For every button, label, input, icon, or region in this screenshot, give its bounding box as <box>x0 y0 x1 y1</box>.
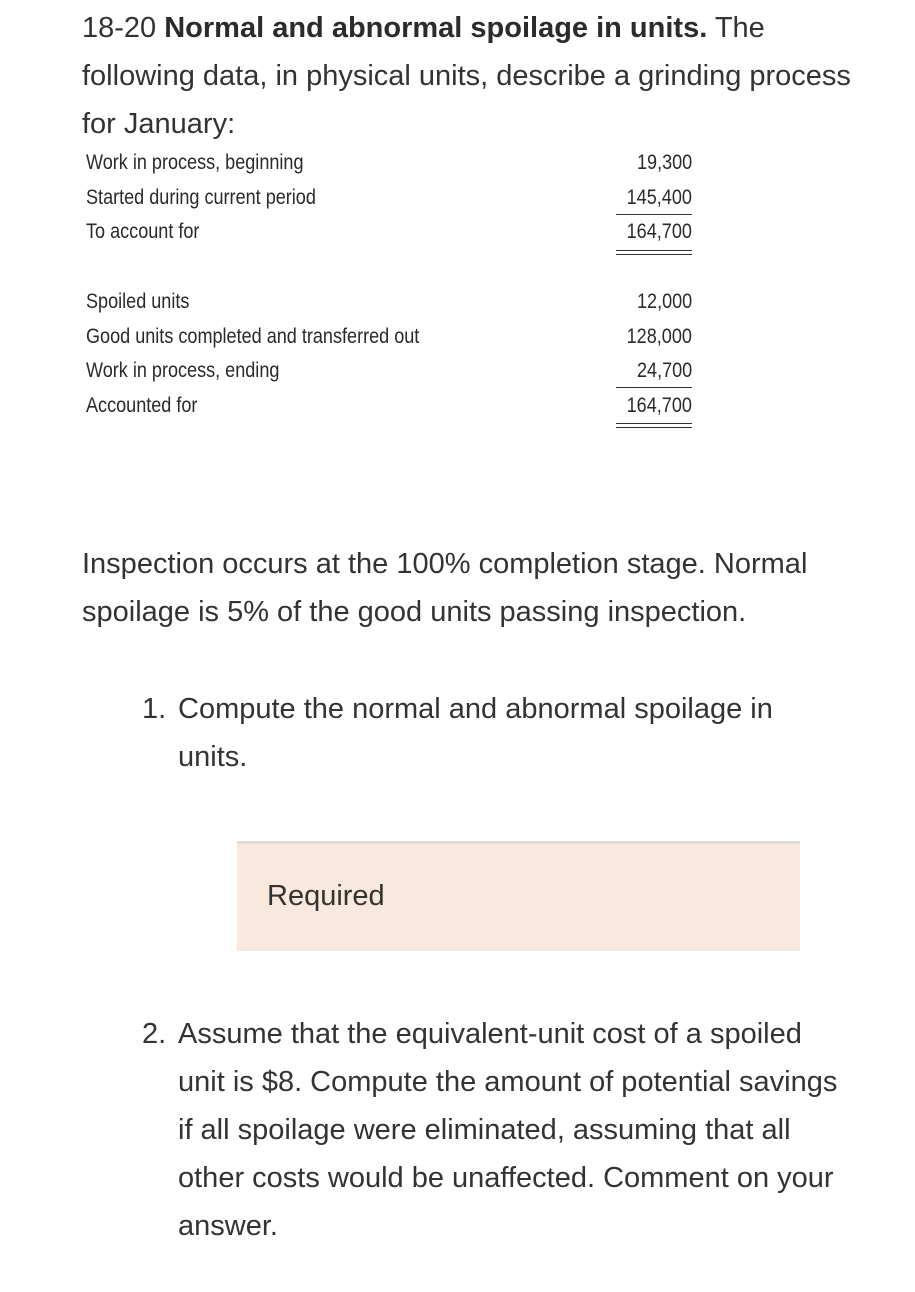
question-text: Assume that the equivalent-unit cost of a spoiled unit is $8. Compute the amount of potential savings if all spoilage were eliminated, assuming that all other costs would be unaffected. Comment on your answer. <box>178 1018 838 1242</box>
row-label: Good units completed and transferred out <box>86 324 420 348</box>
question-number: 1. <box>142 693 167 725</box>
total-double-underline <box>616 423 692 428</box>
total-double-underline <box>616 250 692 255</box>
inspection-paragraph: Inspection occurs at the 100% completion stage. Normal spoilage is 5% of the good units passing inspection. <box>82 548 808 628</box>
table-row <box>86 146 696 181</box>
problem-intro <box>82 4 862 148</box>
question-2 <box>142 1010 842 1250</box>
units-table-top <box>86 146 696 250</box>
question-1 <box>142 685 842 781</box>
row-value: 145,400 <box>626 185 692 209</box>
required-callout <box>237 841 800 951</box>
row-label: Started during current period <box>86 185 316 209</box>
question-number: 2. <box>142 1018 167 1050</box>
row-label: Work in process, beginning <box>86 151 304 174</box>
question-text: Compute the normal and abnormal spoilage in units. <box>178 693 773 773</box>
table-row <box>86 320 696 355</box>
row-value: 19,300 <box>636 151 692 174</box>
row-label: Accounted for <box>86 393 198 417</box>
row-value: 164,700 <box>626 393 692 417</box>
table-row <box>86 354 696 389</box>
row-label: Spoiled units <box>86 290 190 313</box>
table-row <box>86 285 696 320</box>
units-table-bottom <box>86 285 696 423</box>
row-value: 164,700 <box>626 220 692 243</box>
required-label: Required <box>267 880 385 912</box>
row-value: 12,000 <box>636 290 692 313</box>
problem-intro-text: The following data, in physical units, describe a grinding process for January: <box>82 12 851 140</box>
row-value: 128,000 <box>626 324 692 348</box>
row-label: To account for <box>86 220 200 243</box>
table-row <box>86 215 696 250</box>
problem-number: 18-20 <box>82 12 157 44</box>
table-row <box>86 181 696 216</box>
problem-title: Normal and abnormal spoilage in units. <box>164 12 708 44</box>
row-label: Work in process, ending <box>86 359 280 382</box>
row-value: 24,700 <box>636 359 692 382</box>
table-row <box>86 389 696 424</box>
